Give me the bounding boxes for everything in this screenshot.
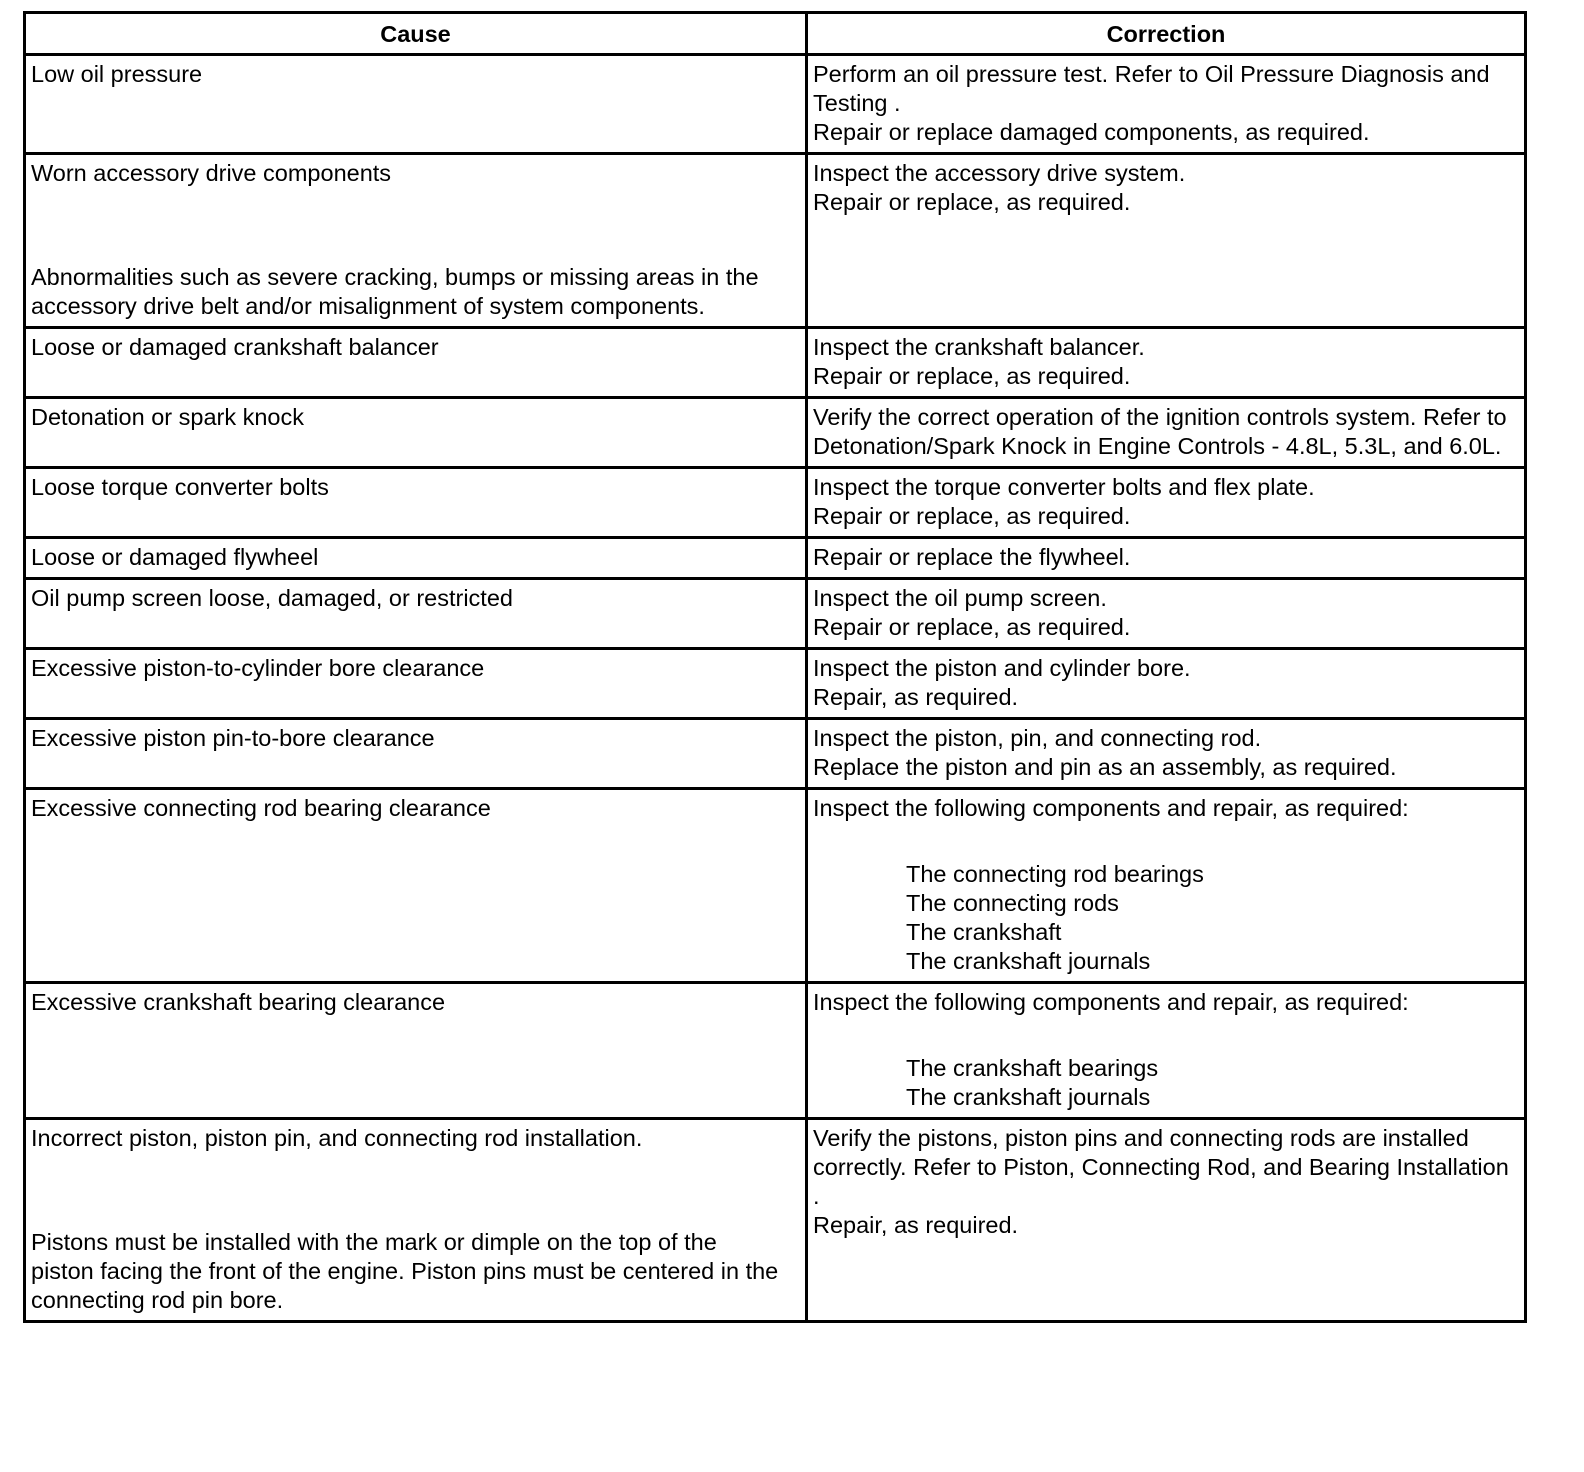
- cause-cell: [25, 55, 807, 154]
- correction-cell: [807, 649, 1526, 719]
- diagnostic-table: [23, 11, 1527, 1323]
- correction-cell: [807, 154, 1526, 328]
- correction-step: Repair or replace, as required.: [813, 614, 1131, 640]
- list-item: The crankshaft: [906, 919, 1062, 945]
- list-item: The connecting rods: [906, 890, 1119, 916]
- correction-step: Inspect the oil pump screen.: [813, 585, 1107, 611]
- cause-cell: [25, 154, 807, 328]
- correction-step: Inspect the piston, pin, and connecting rod.: [813, 725, 1262, 751]
- table-row: [25, 538, 1526, 579]
- cause-cell: [25, 983, 807, 1119]
- correction-cell: [807, 328, 1526, 398]
- correction-cell: [807, 55, 1526, 154]
- correction-cell: [807, 579, 1526, 649]
- correction-step: Inspect the accessory drive system.: [813, 160, 1186, 186]
- table-row: [25, 154, 1526, 328]
- cause-text: Loose torque converter bolts: [31, 474, 329, 500]
- list-item: The crankshaft journals: [906, 948, 1151, 974]
- correction-step: Verify the pistons, piston pins and connecting rods are installed correctly. Refer to Piston, Connecting Rod, and Bearing Installation .: [813, 1125, 1509, 1209]
- correction-cell: [807, 538, 1526, 579]
- table-row: [25, 328, 1526, 398]
- cause-cell: [25, 1119, 807, 1322]
- correction-cell: [807, 468, 1526, 538]
- correction-step: Inspect the crankshaft balancer.: [813, 334, 1145, 360]
- correction-text: Repair or replace the flywheel.: [813, 544, 1131, 570]
- correction-step: Repair, as required.: [813, 1212, 1019, 1238]
- cause-column-header: Cause: [25, 13, 807, 55]
- cause-text: Excessive piston pin-to-bore clearance: [31, 725, 435, 751]
- component-list: [813, 860, 1519, 976]
- cause-cell: [25, 468, 807, 538]
- cause-text: Oil pump screen loose, damaged, or restricted: [31, 585, 513, 611]
- table-row: [25, 398, 1526, 468]
- cause-text: Low oil pressure: [31, 61, 203, 87]
- cause-cell: [25, 789, 807, 983]
- list-item: The crankshaft bearings: [906, 1055, 1159, 1081]
- cause-text: Excessive piston-to-cylinder bore clearance: [31, 655, 485, 681]
- cause-cell: [25, 579, 807, 649]
- cause-text: Loose or damaged crankshaft balancer: [31, 334, 439, 360]
- list-item: The connecting rod bearings: [906, 861, 1204, 887]
- cause-note: Pistons must be installed with the mark or dimple on the top of the piston facing the front of the engine. Piston pins must be centered in the connecting rod pin bore.: [31, 1229, 779, 1313]
- correction-text: Inspect the following components and repair, as required:: [813, 795, 1409, 821]
- correction-cell: [807, 398, 1526, 468]
- table-row: [25, 719, 1526, 789]
- correction-step: Repair or replace damaged components, as required.: [813, 119, 1370, 145]
- correction-step: Replace the piston and pin as an assembly, as required.: [813, 754, 1397, 780]
- correction-column-header: Correction: [807, 13, 1526, 55]
- table-row: [25, 1119, 1526, 1322]
- cause-cell: [25, 328, 807, 398]
- table-row: [25, 983, 1526, 1119]
- correction-step: Repair or replace, as required.: [813, 189, 1131, 215]
- correction-cell: [807, 789, 1526, 983]
- correction-step: Inspect the torque converter bolts and flex plate.: [813, 474, 1315, 500]
- cause-text: Worn accessory drive components: [31, 160, 392, 186]
- table-row: [25, 649, 1526, 719]
- cause-text: Detonation or spark knock: [31, 404, 305, 430]
- correction-step: Inspect the piston and cylinder bore.: [813, 655, 1191, 681]
- table-row: [25, 55, 1526, 154]
- cause-cell: [25, 398, 807, 468]
- cause-note: Abnormalities such as severe cracking, bumps or missing areas in the accessory drive belt and/or misalignment of system components.: [31, 264, 759, 319]
- table-header-row: [25, 13, 1526, 55]
- correction-text: Verify the correct operation of the ignition controls system. Refer to Detonation/Spark Knock in Engine Controls - 4.8L, 5.3L, and 6.0L.: [813, 404, 1507, 459]
- cause-text: Excessive crankshaft bearing clearance: [31, 989, 446, 1015]
- component-list: [813, 1054, 1519, 1112]
- correction-cell: [807, 983, 1526, 1119]
- correction-cell: [807, 1119, 1526, 1322]
- table-row: [25, 468, 1526, 538]
- correction-step: Repair, as required.: [813, 684, 1019, 710]
- table-row: [25, 579, 1526, 649]
- cause-cell: [25, 538, 807, 579]
- correction-text: Inspect the following components and repair, as required:: [813, 989, 1409, 1015]
- cause-cell: [25, 649, 807, 719]
- table-row: [25, 789, 1526, 983]
- correction-cell: [807, 719, 1526, 789]
- correction-step: Repair or replace, as required.: [813, 363, 1131, 389]
- cause-text: Loose or damaged flywheel: [31, 544, 319, 570]
- cause-cell: [25, 719, 807, 789]
- cause-text: Excessive connecting rod bearing clearance: [31, 795, 491, 821]
- correction-step: Repair or replace, as required.: [813, 503, 1131, 529]
- correction-step: Perform an oil pressure test. Refer to Oil Pressure Diagnosis and Testing .: [813, 61, 1490, 116]
- cause-text: Incorrect piston, piston pin, and connecting rod installation.: [31, 1125, 643, 1151]
- list-item: The crankshaft journals: [906, 1084, 1151, 1110]
